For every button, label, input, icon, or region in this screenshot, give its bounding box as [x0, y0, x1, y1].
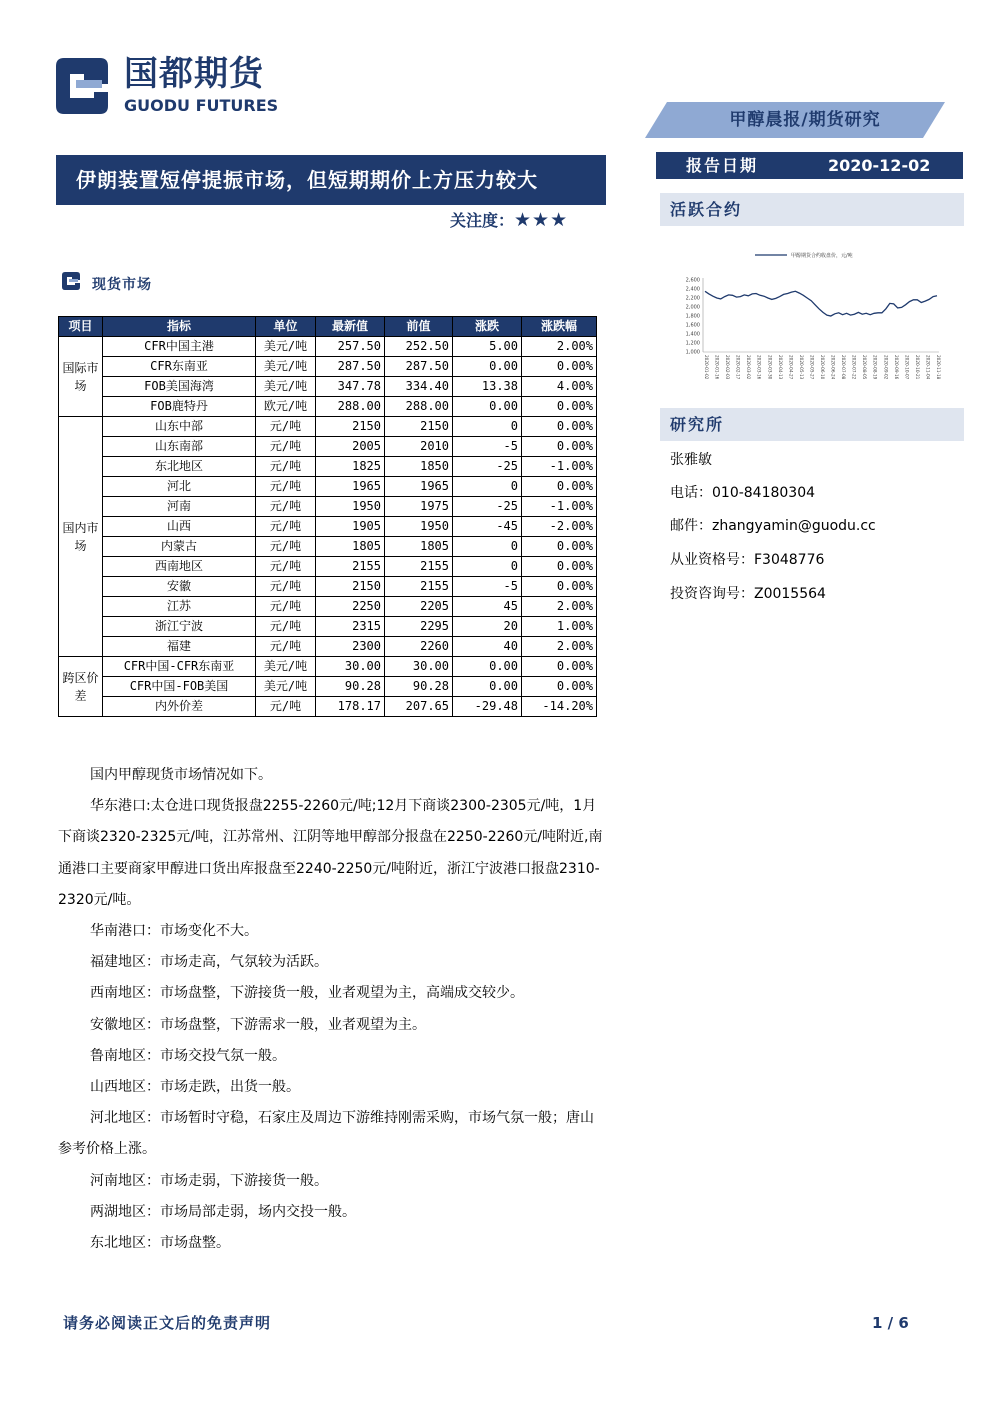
table-cell: 美元/吨: [256, 677, 316, 697]
y-tick-label: 1,600: [685, 322, 700, 329]
table-cell: 252.50: [385, 337, 453, 357]
x-tick-label: 2020-03-16: [756, 355, 762, 380]
table-row: [59, 357, 597, 377]
x-tick-label: 2020-10-21: [914, 355, 920, 380]
x-tick-label: 2020-03-30: [767, 355, 773, 380]
table-cell: 2155: [385, 577, 453, 597]
group-label: 国内市场: [59, 417, 103, 657]
analyst-consult-number: 投资咨询号：Z0015564: [670, 586, 826, 602]
table-cell: 内外价差: [103, 697, 256, 717]
table-row: [59, 637, 597, 657]
market-commentary: [58, 760, 603, 1259]
table-cell: 0.00: [453, 397, 522, 417]
table-cell: 0.00%: [522, 417, 597, 437]
price-series-line: [705, 291, 937, 316]
table-cell: 浙江宁波: [103, 617, 256, 637]
table-cell: 1905: [316, 517, 385, 537]
table-row: [59, 437, 597, 457]
table-cell: CFR中国-FOB美国: [103, 677, 256, 697]
logo-cn-text: 国都期货: [124, 54, 264, 94]
table-cell: 山西: [103, 517, 256, 537]
table-cell: 0.00%: [522, 577, 597, 597]
table-cell: 2260: [385, 637, 453, 657]
commentary-paragraph: 鲁南地区：市场交投气氛一般。: [90, 1047, 286, 1064]
y-tick-label: 2,400: [685, 286, 700, 293]
table-cell: 2250: [316, 597, 385, 617]
analyst-name: 张雅敏: [670, 452, 712, 468]
table-row: [59, 697, 597, 717]
table-cell: 287.50: [316, 357, 385, 377]
x-tick-label: 2020-10-07: [904, 355, 910, 380]
col-header: 涨跌幅: [522, 317, 597, 337]
commentary-paragraph: 东北地区：市场盘整。: [90, 1235, 230, 1252]
table-row: [59, 477, 597, 497]
table-cell: 257.50: [316, 337, 385, 357]
y-tick-label: 1,200: [685, 340, 700, 347]
x-tick-label: 2020-07-22: [851, 355, 857, 380]
table-cell: CFR东南亚: [103, 357, 256, 377]
table-cell: 1805: [316, 537, 385, 557]
table-cell: 元/吨: [256, 457, 316, 477]
report-title-bar: [56, 155, 606, 205]
table-row: [59, 337, 597, 357]
table-row: [59, 617, 597, 637]
table-cell: 0: [453, 477, 522, 497]
spot-market-heading: 现货市场: [92, 277, 152, 293]
x-tick-label: 2020-02-17: [735, 355, 741, 380]
col-header: 前值: [385, 317, 453, 337]
table-cell: 30.00: [385, 657, 453, 677]
table-row: [59, 677, 597, 697]
x-tick-label: 2020-06-10: [820, 355, 825, 380]
table-cell: FOB美国海湾: [103, 377, 256, 397]
y-tick-label: 2,000: [685, 304, 700, 311]
table-cell: 元/吨: [256, 497, 316, 517]
table-cell: 元/吨: [256, 617, 316, 637]
table-cell: 福建: [103, 637, 256, 657]
table-cell: 2155: [385, 557, 453, 577]
table-cell: 河南: [103, 497, 256, 517]
table-cell: 2295: [385, 617, 453, 637]
spot-price-table: [58, 316, 597, 717]
analyst-email[interactable]: 邮件：zhangyamin@guodu.cc: [670, 518, 876, 534]
section-bullet-icon: [60, 270, 82, 296]
table-cell: 4.00%: [522, 377, 597, 397]
col-header: 涨跌: [453, 317, 522, 337]
table-cell: 20: [453, 617, 522, 637]
attention-rating: [450, 208, 568, 233]
table-cell: 2300: [316, 637, 385, 657]
col-header: 最新值: [316, 317, 385, 337]
table-cell: 0.00: [453, 677, 522, 697]
x-tick-label: 2020-02-03: [725, 355, 731, 380]
report-title: 伊朗装置短停提振市场，但短期期价上方压力较大: [76, 168, 538, 192]
chart-legend: 甲醇期货合约收盘价，元/吨: [791, 253, 853, 259]
logo-en-text: GUODU FUTURES: [124, 96, 279, 115]
active-contract-chart: [675, 240, 955, 395]
table-cell: -5: [453, 577, 522, 597]
table-row: [59, 457, 597, 477]
table-cell: 元/吨: [256, 477, 316, 497]
table-cell: 江苏: [103, 597, 256, 617]
table-cell: -1.00%: [522, 457, 597, 477]
table-cell: 0: [453, 417, 522, 437]
table-cell: 0: [453, 537, 522, 557]
x-tick-label: 2020-04-13: [777, 355, 783, 380]
table-row: [59, 657, 597, 677]
table-cell: 207.65: [385, 697, 453, 717]
x-tick-label: 2020-09-16: [893, 355, 899, 380]
table-cell: 30.00: [316, 657, 385, 677]
table-cell: 0.00%: [522, 477, 597, 497]
table-cell: 0.00%: [522, 357, 597, 377]
table-cell: -25: [453, 497, 522, 517]
table-row: [59, 557, 597, 577]
commentary-paragraph: 两湖地区：市场局部走弱，场内交投一般。: [90, 1203, 356, 1220]
disclaimer-note: 请务必阅读正文后的免责声明: [63, 1314, 272, 1332]
y-tick-label: 1,000: [685, 349, 700, 356]
table-cell: 0.00: [453, 657, 522, 677]
table-cell: -29.48: [453, 697, 522, 717]
table-cell: 1825: [316, 457, 385, 477]
table-cell: 0: [453, 557, 522, 577]
table-cell: 山东南部: [103, 437, 256, 457]
table-cell: 288.00: [385, 397, 453, 417]
table-cell: 2.00%: [522, 597, 597, 617]
table-cell: -2.00%: [522, 517, 597, 537]
table-cell: 2150: [316, 417, 385, 437]
table-cell: 元/吨: [256, 637, 316, 657]
table-cell: 1965: [316, 477, 385, 497]
table-cell: 0.00%: [522, 437, 597, 457]
company-logo: [50, 52, 295, 122]
table-cell: -25: [453, 457, 522, 477]
table-cell: 元/吨: [256, 557, 316, 577]
table-cell: -1.00%: [522, 497, 597, 517]
table-cell: 2.00%: [522, 637, 597, 657]
x-tick-label: 2020-08-05: [862, 355, 868, 380]
table-cell: 美元/吨: [256, 657, 316, 677]
group-label: 国际市场: [59, 337, 103, 417]
table-cell: 2315: [316, 617, 385, 637]
table-cell: 0.00%: [522, 677, 597, 697]
table-row: [59, 537, 597, 557]
table-cell: 2150: [385, 417, 453, 437]
commentary-paragraph: 安徽地区：市场盘整，下游需求一般，业者观望为主。: [90, 1016, 426, 1033]
x-tick-label: 2020-06-24: [830, 355, 836, 380]
table-cell: 2150: [316, 577, 385, 597]
table-cell: 2155: [316, 557, 385, 577]
y-tick-label: 1,800: [685, 313, 700, 320]
table-cell: 美元/吨: [256, 337, 316, 357]
y-tick-label: 1,400: [685, 331, 700, 338]
y-tick-label: 2,200: [685, 295, 700, 302]
x-tick-label: 2020-05-27: [809, 355, 815, 380]
table-cell: -5: [453, 437, 522, 457]
table-cell: 1975: [385, 497, 453, 517]
table-cell: -45: [453, 517, 522, 537]
table-row: [59, 377, 597, 397]
table-cell: 288.00: [316, 397, 385, 417]
x-tick-label: 2020-01-02: [704, 355, 709, 380]
commentary-paragraph: 华东港口:太仓进口现货报盘2255-2260元/吨;12月下商谈2300-2305元/吨，1月下商谈2320-2325元/吨，江苏常州、江阴等地甲醇部分报盘在2250-2260元/吨附近,南通港口主要商家甲醇进口货出库报盘至2240-2250元/吨附近，浙江宁波港口报盘2310-2320元/吨。: [58, 798, 603, 908]
analyst-qualification: 从业资格号：F3048776: [670, 552, 825, 568]
table-cell: 西南地区: [103, 557, 256, 577]
col-header: 项目: [59, 317, 103, 337]
table-cell: 美元/吨: [256, 357, 316, 377]
table-cell: 东北地区: [103, 457, 256, 477]
table-cell: 元/吨: [256, 537, 316, 557]
commentary-paragraph: 河北地区：市场暂时守稳，石家庄及周边下游维持刚需采购，市场气氛一般；唐山参考价格上涨。: [58, 1110, 594, 1158]
table-cell: 90.28: [385, 677, 453, 697]
table-cell: 0.00%: [522, 537, 597, 557]
commentary-paragraph: 西南地区：市场盘整，下游接货一般，业者观望为主，高端成交较少。: [90, 985, 524, 1002]
report-type-text: 甲醇晨报/期货研究: [729, 110, 881, 130]
chart-canvas: [675, 240, 955, 395]
analyst-phone: 电话：010-84180304: [670, 485, 816, 501]
report-date-value: 2020-12-02: [828, 156, 931, 175]
table-cell: 河北: [103, 477, 256, 497]
x-tick-label: 2020-04-27: [788, 355, 794, 380]
table-cell: 元/吨: [256, 517, 316, 537]
star-rating-icon: ★★★: [514, 209, 569, 231]
commentary-paragraph: 国内甲醇现货市场情况如下。: [90, 767, 272, 783]
table-cell: CFR中国-CFR东南亚: [103, 657, 256, 677]
table-cell: 13.38: [453, 377, 522, 397]
commentary-paragraph: 华南港口：市场变化不大。: [90, 923, 258, 940]
col-header: 单位: [256, 317, 316, 337]
page-number: 1 / 6: [872, 1314, 909, 1332]
group-label: 跨区价差: [59, 657, 103, 717]
report-type-banner: [645, 102, 945, 138]
table-cell: 45: [453, 597, 522, 617]
commentary-paragraph: 山西地区：市场走跌，出货一般。: [90, 1079, 300, 1096]
x-tick-label: 2020-09-02: [883, 355, 889, 380]
table-cell: 元/吨: [256, 697, 316, 717]
logo-mark-icon: [50, 54, 114, 118]
table-cell: FOB鹿特丹: [103, 397, 256, 417]
table-cell: 美元/吨: [256, 377, 316, 397]
x-tick-label: 2020-08-19: [872, 355, 878, 380]
table-row: [59, 417, 597, 437]
table-row: [59, 517, 597, 537]
x-tick-label: 2020-01-16: [714, 355, 720, 380]
table-row: [59, 577, 597, 597]
table-cell: 安徽: [103, 577, 256, 597]
report-date-label: 报告日期: [686, 156, 759, 175]
table-cell: 0.00: [453, 357, 522, 377]
table-cell: 287.50: [385, 357, 453, 377]
table-cell: CFR中国主港: [103, 337, 256, 357]
x-tick-label: 2020-05-13: [798, 355, 804, 380]
table-cell: -14.20%: [522, 697, 597, 717]
table-cell: 2005: [316, 437, 385, 457]
table-cell: 0.00%: [522, 397, 597, 417]
table-row: [59, 497, 597, 517]
commentary-paragraph: 河南地区：市场走弱，下游接货一般。: [90, 1172, 328, 1189]
table-cell: 334.40: [385, 377, 453, 397]
table-cell: 1965: [385, 477, 453, 497]
col-header: 指标: [103, 317, 256, 337]
table-cell: 元/吨: [256, 577, 316, 597]
table-cell: 1950: [385, 517, 453, 537]
table-cell: 0.00%: [522, 557, 597, 577]
x-tick-label: 2020-03-02: [746, 355, 752, 380]
commentary-paragraph: 福建地区：市场走高，气氛较为活跃。: [90, 954, 328, 971]
x-tick-label: 2020-11-04: [925, 355, 931, 380]
table-cell: 0.00%: [522, 657, 597, 677]
table-cell: 5.00: [453, 337, 522, 357]
table-header-row: [59, 317, 597, 337]
x-tick-label: 2020-07-08: [841, 355, 847, 380]
table-cell: 1850: [385, 457, 453, 477]
table-cell: 1805: [385, 537, 453, 557]
table-cell: 178.17: [316, 697, 385, 717]
table-cell: 山东中部: [103, 417, 256, 437]
table-cell: 欧元/吨: [256, 397, 316, 417]
table-cell: 元/吨: [256, 597, 316, 617]
active-contract-heading: 活跃合约: [660, 193, 964, 226]
table-row: [59, 397, 597, 417]
table-row: [59, 597, 597, 617]
table-cell: 元/吨: [256, 417, 316, 437]
table-cell: 2010: [385, 437, 453, 457]
attention-label: 关注度：: [450, 211, 515, 230]
x-tick-label: 2020-11-18: [936, 355, 941, 380]
table-cell: 内蒙古: [103, 537, 256, 557]
table-cell: 40: [453, 637, 522, 657]
table-cell: 元/吨: [256, 437, 316, 457]
y-tick-label: 2,600: [685, 277, 700, 284]
table-cell: 1.00%: [522, 617, 597, 637]
report-date-bar: [656, 152, 963, 179]
table-cell: 347.78: [316, 377, 385, 397]
table-cell: 90.28: [316, 677, 385, 697]
table-cell: 2205: [385, 597, 453, 617]
table-cell: 2.00%: [522, 337, 597, 357]
institute-heading: 研究所: [660, 408, 964, 441]
table-cell: 1950: [316, 497, 385, 517]
